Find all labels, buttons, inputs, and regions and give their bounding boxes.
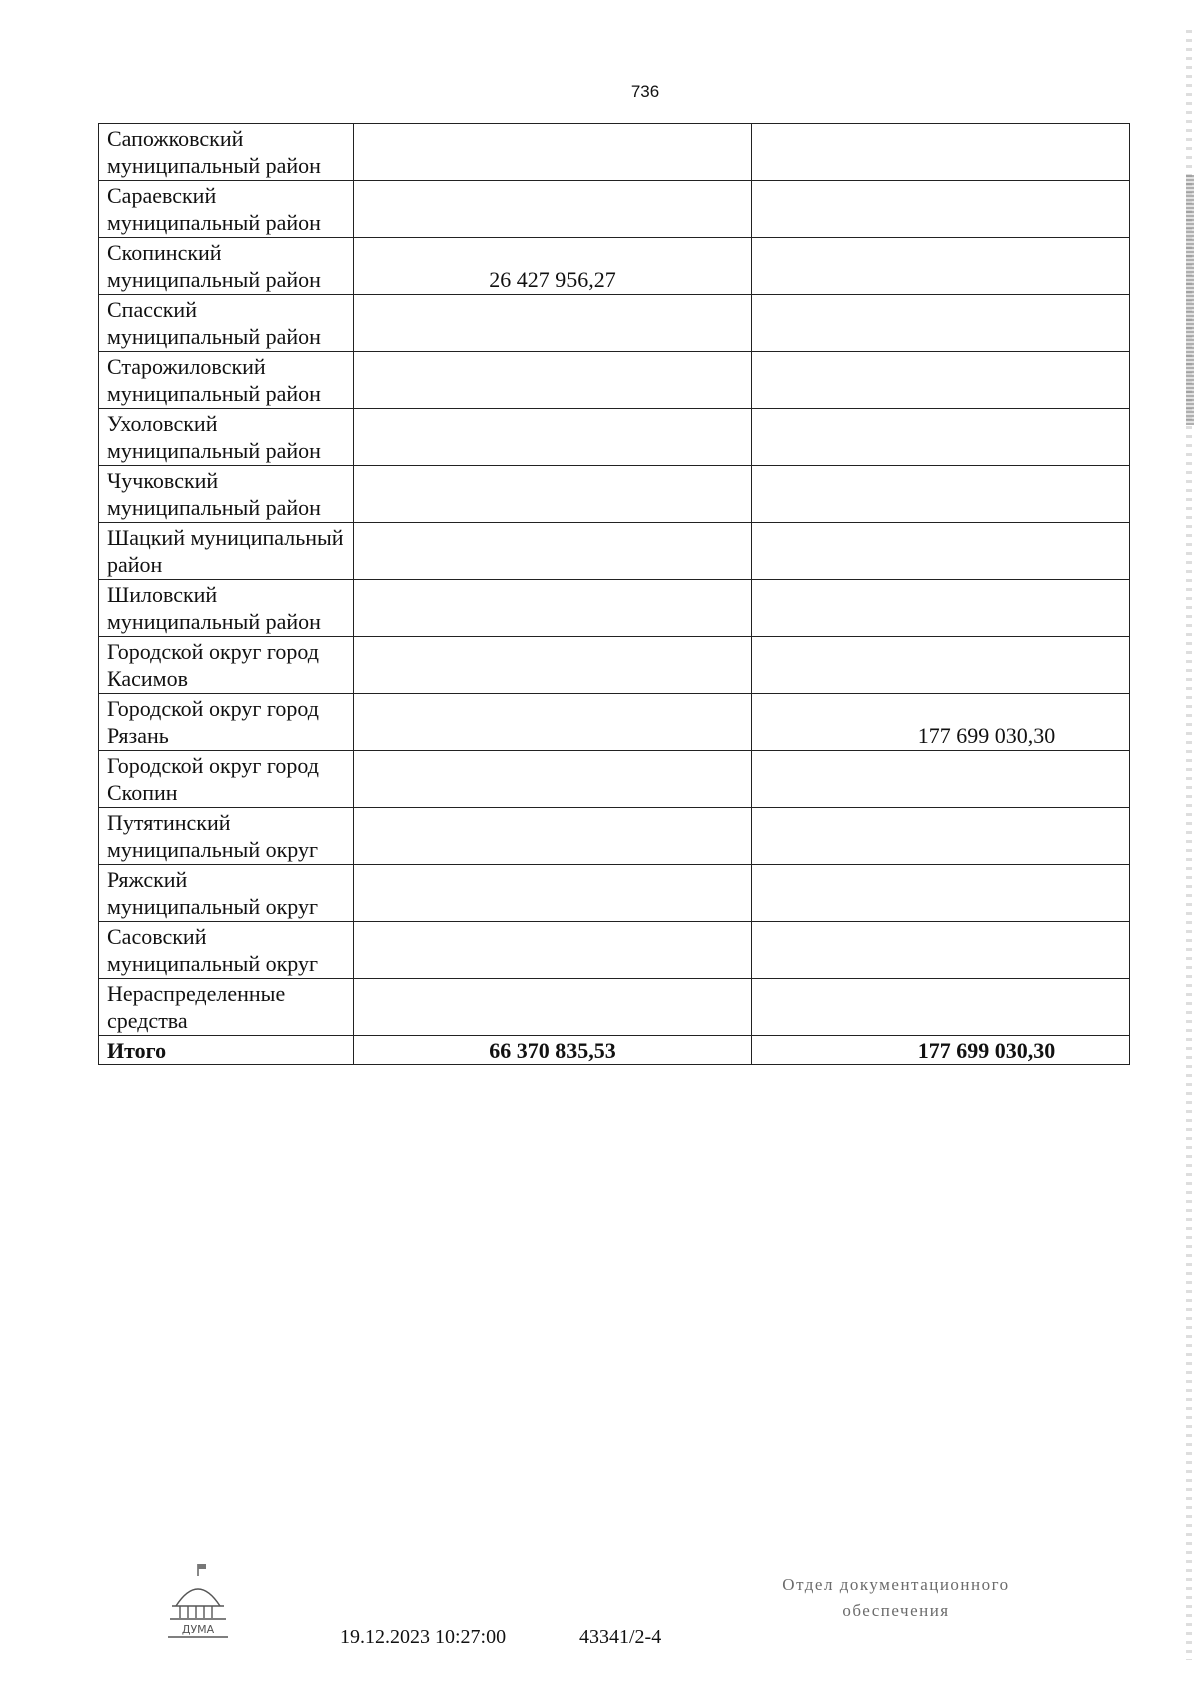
table-row xyxy=(99,751,1130,808)
district-name: Шацкий муниципальный район xyxy=(99,523,354,580)
table-row xyxy=(99,124,1130,181)
district-name: Скопинский муниципальный район xyxy=(99,238,354,295)
table-row xyxy=(99,466,1130,523)
amount-col2 xyxy=(752,523,1130,580)
table-row xyxy=(99,523,1130,580)
district-name: Сапожковский муниципальный район xyxy=(99,124,354,181)
amount-col2 xyxy=(752,979,1130,1036)
total-label: Итого xyxy=(99,1036,354,1065)
amount-col2 xyxy=(752,295,1130,352)
document-number: 43341/2-4 xyxy=(579,1626,662,1648)
budget-distribution-table xyxy=(98,123,1130,1065)
department-stamp xyxy=(738,1572,1054,1624)
page-number: 736 xyxy=(630,82,660,101)
amount-col1 xyxy=(354,523,752,580)
amount-col2 xyxy=(752,637,1130,694)
district-name: Ухоловский муниципальный район xyxy=(99,409,354,466)
district-name: Ряжский муниципальный округ xyxy=(99,865,354,922)
amount-col2 xyxy=(752,124,1130,181)
amount-col1 xyxy=(354,352,752,409)
district-name: Городской округ город Скопин xyxy=(99,751,354,808)
amount-col1 xyxy=(354,808,752,865)
total-col2: 177 699 030,30 xyxy=(752,1036,1130,1065)
district-name: Старожиловский муниципальный район xyxy=(99,352,354,409)
table-row xyxy=(99,352,1130,409)
amount-col2 xyxy=(752,352,1130,409)
table-row xyxy=(99,295,1130,352)
amount-col1 xyxy=(354,580,752,637)
amount-col1 xyxy=(354,181,752,238)
amount-col1 xyxy=(354,694,752,751)
table-row xyxy=(99,694,1130,751)
table-body xyxy=(99,124,1130,1065)
district-name: Городской округ город Касимов xyxy=(99,637,354,694)
table-row xyxy=(99,922,1130,979)
district-name: Сасовский муниципальный округ xyxy=(99,922,354,979)
district-name: Шиловский муниципальный район xyxy=(99,580,354,637)
stamp-line-1: Отдел документационного xyxy=(782,1575,1010,1594)
amount-col2 xyxy=(752,751,1130,808)
duma-building-icon xyxy=(166,1562,230,1640)
table-row xyxy=(99,409,1130,466)
amount-col1 xyxy=(354,751,752,808)
amount-col2 xyxy=(752,466,1130,523)
district-name: Сараевский муниципальный район xyxy=(99,181,354,238)
table-row xyxy=(99,865,1130,922)
amount-col1 xyxy=(354,979,752,1036)
total-row xyxy=(99,1036,1130,1065)
amount-col1 xyxy=(354,124,752,181)
amount-col2: 177 699 030,30 xyxy=(752,694,1130,751)
district-name: Спасский муниципальный район xyxy=(99,295,354,352)
amount-col1 xyxy=(354,865,752,922)
amount-col1 xyxy=(354,922,752,979)
table-row xyxy=(99,580,1130,637)
logo-text: ДУМА xyxy=(181,1623,215,1636)
amount-col1 xyxy=(354,466,752,523)
print-datetime: 19.12.2023 10:27:00 xyxy=(340,1626,507,1648)
table-row xyxy=(99,979,1130,1036)
total-col1: 66 370 835,53 xyxy=(354,1036,752,1065)
district-name: Чучковский муниципальный район xyxy=(99,466,354,523)
amount-col2 xyxy=(752,238,1130,295)
district-name: Городской округ город Рязань xyxy=(99,694,354,751)
table-row xyxy=(99,637,1130,694)
table-row xyxy=(99,238,1130,295)
amount-col2 xyxy=(752,808,1130,865)
amount-col2 xyxy=(752,865,1130,922)
amount-col2 xyxy=(752,181,1130,238)
amount-col2 xyxy=(752,409,1130,466)
amount-col1: 26 427 956,27 xyxy=(354,238,752,295)
district-name: Нераспределенные средства xyxy=(99,979,354,1036)
amount-col1 xyxy=(354,295,752,352)
scan-bar-artifact xyxy=(1186,175,1194,425)
amount-col1 xyxy=(354,637,752,694)
table-row xyxy=(99,808,1130,865)
amount-col1 xyxy=(354,409,752,466)
stamp-line-2: обеспечения xyxy=(842,1601,950,1620)
amount-col2 xyxy=(752,922,1130,979)
district-name: Путятинский муниципальный округ xyxy=(99,808,354,865)
table-row xyxy=(99,181,1130,238)
amount-col2 xyxy=(752,580,1130,637)
